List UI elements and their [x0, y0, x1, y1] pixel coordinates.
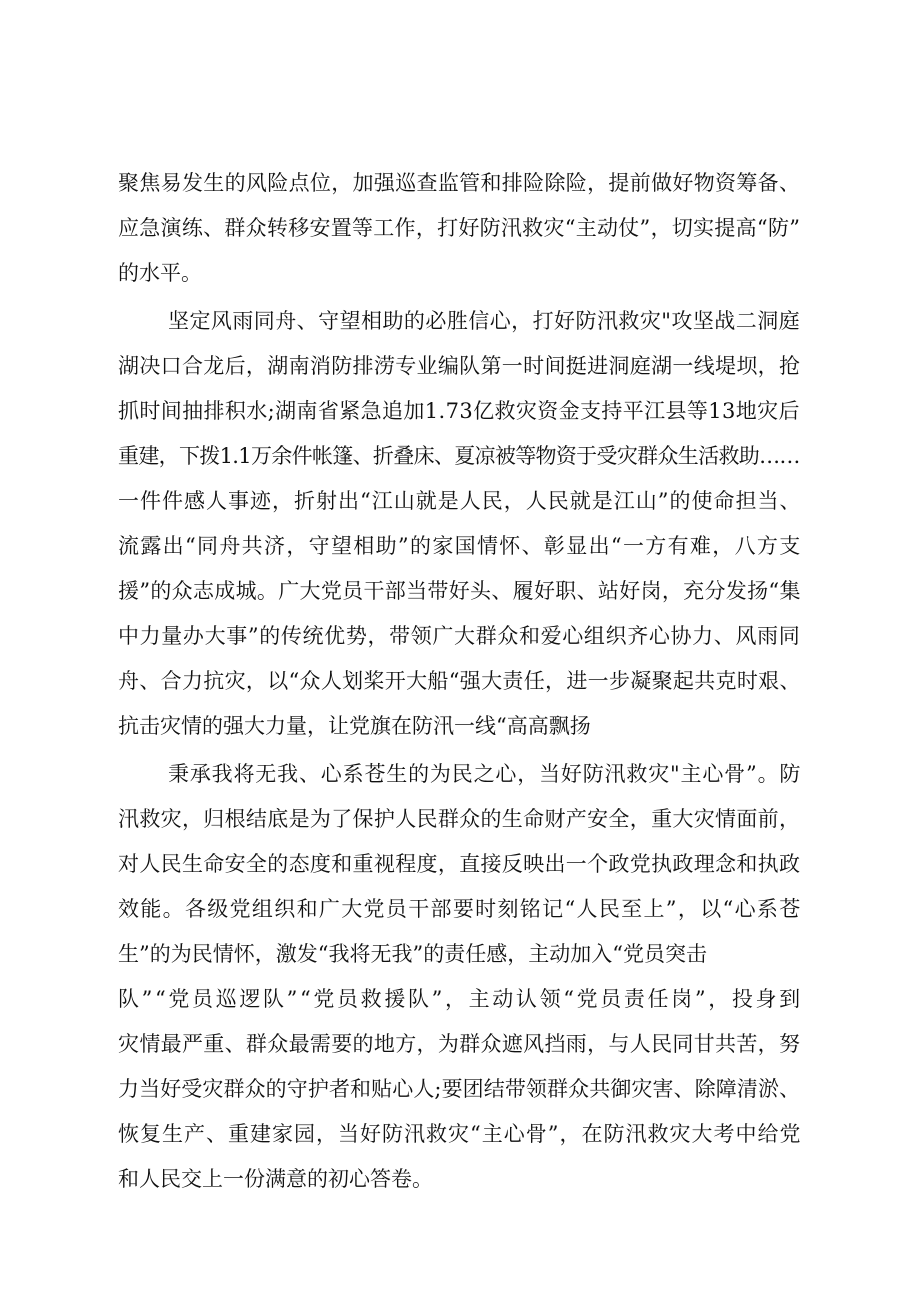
text-line: 抓时间抽排积水;湖南省紧急追加1.73亿救灾资金支持平江县等13地灾后 — [118, 399, 800, 423]
text-line: 力当好受灾群众的守护者和贴心人;要团结带领群众共御灾害、除障清淤、 — [118, 1077, 801, 1101]
text-line: 舟、合力抗灾，以“众人划桨开大船“强大责任，进一步凝聚起共克时艰、 — [118, 669, 801, 693]
text-line: 应急演练、群众转移安置等工作，打好防汛救灾“主动仗”，切实提高“防” — [118, 216, 801, 240]
text-line: 聚焦易发生的风险点位，加强巡查监管和排险除险，提前做好物资筹备、 — [118, 171, 801, 195]
text-line: 汛救灾，归根结底是为了保护人民群众的生命财产安全，重大灾情面前， — [118, 807, 801, 831]
text-line: 恢复生产、重建家园，当好防汛救灾“主心骨”，在防汛救灾大考中给党 — [118, 1122, 802, 1146]
text-line: 队”“党员巡逻队”“党员救援队”，主动认领“党员责任岗”，投身到 — [118, 987, 803, 1011]
text-line: 援”的众志成城。广大党员干部当带好头、履好职、站好岗，充分发扬“集 — [118, 579, 801, 603]
text-line: 秉承我将无我、心系苍生的为民之心，当好防汛救灾"主心骨”。防 — [168, 762, 802, 786]
text-line: 一件件感人事迹，折射出“江山就是人民，人民就是江山”的使命担当、 — [118, 489, 802, 513]
text-line: 灾情最严重、群众最需要的地方，为群众遮风挡雨，与人民同甘共苦，努 — [118, 1032, 801, 1056]
text-line: 和人民交上一份满意的初心答卷。 — [118, 1167, 433, 1191]
text-line: 生”的为民情怀，激发“我将无我”的责任感，主动加入“党员突击 — [118, 942, 707, 966]
text-line: 湖决口合龙后，湖南消防排涝专业编队第一时间挺进洞庭湖一线堤坝，抢 — [118, 354, 801, 378]
text-line: 对人民生命安全的态度和重视程度，直接反映出一个政党执政理念和执政 — [118, 852, 801, 876]
text-line: 坚定风雨同舟、守望相助的必胜信心，打好防汛救灾"攻坚战二洞庭 — [168, 309, 801, 333]
text-line: 抗击灾情的强大力量，让党旗在防汛一线“高高飘扬 — [118, 714, 591, 738]
text-line: 效能。各级党组织和广大党员干部要时刻铭记“人民至上”，以“心系苍 — [118, 897, 802, 921]
text-line: 重建，下拨1.1万余件帐篷、折叠床、夏凉被等物资于受灾群众生活救助…… — [118, 444, 800, 468]
text-line: 中力量办大事”的传统优势，带领广大群众和爱心组织齐心协力、风雨同 — [118, 624, 801, 648]
text-line: 的水平。 — [118, 261, 202, 285]
text-line: 流露出“同舟共济，守望相助”的家国情怀、彰显出“一方有难，八方支 — [118, 534, 802, 558]
